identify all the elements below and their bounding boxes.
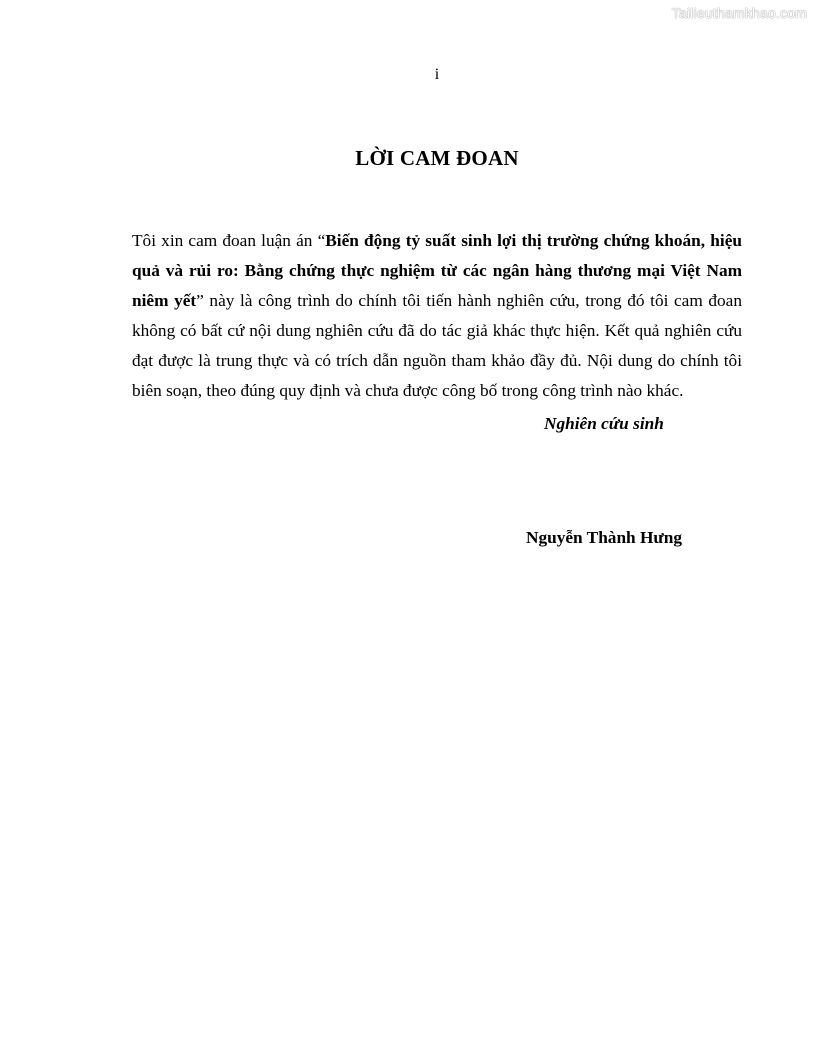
page-title: LỜI CAM ĐOAN (355, 146, 519, 170)
watermark: Tailieuthamkhao.com (671, 5, 807, 21)
signature-role: Nghiên cứu sinh (544, 414, 664, 433)
signature-name: Nguyễn Thành Hưng (526, 528, 683, 547)
declaration-intro: Tôi xin cam đoan luận án “ (132, 231, 326, 250)
declaration-paragraph (132, 226, 742, 406)
declaration-statement: ” này là công trình do chính tôi tiến hành nghiên cứu, trong đó tôi cam đoan không có bất cứ nội dung nghiên cứu đã do tác giả khác thực hiện. Kết quả nghiên cứu đạt được là trung thực và có trích dẫn nguồn tham khảo đầy đủ. Nội dung do chính tôi biên soạn, theo đúng quy định và chưa được công bố trong công trình nào khác. (132, 291, 742, 400)
thesis-title: Biến động tỷ suất sinh lợi thị trường chứng khoán, hiệu quả và rủi ro: Bằng chứng thực nghiệm từ các ngân hàng thương mại Việt Nam niêm yết (132, 231, 742, 310)
page-number: i (434, 66, 440, 83)
